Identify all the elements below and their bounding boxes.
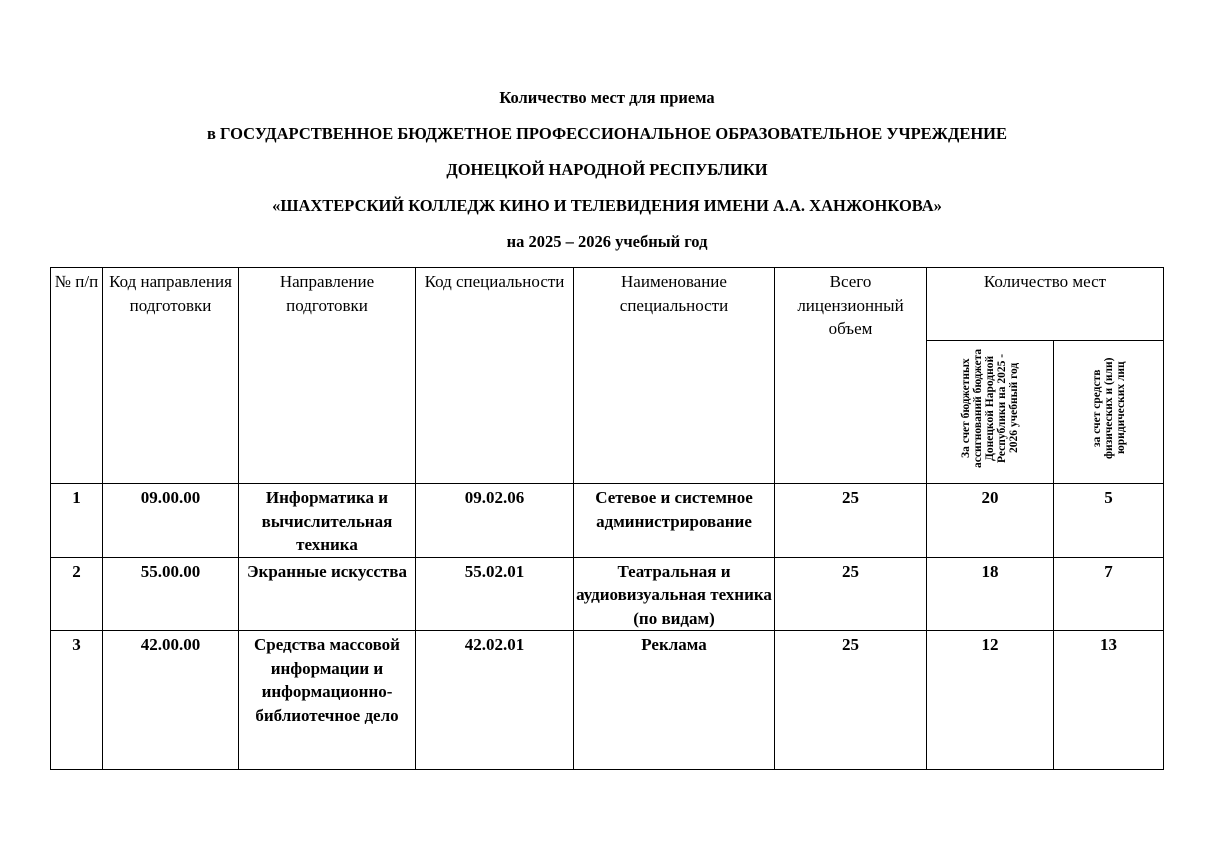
heading-line-1: Количество мест для приема [499, 88, 715, 107]
cell-direction-code: 55.00.00 [103, 557, 239, 631]
heading-line-2: в ГОСУДАРСТВЕННОЕ БЮДЖЕТНОЕ ПРОФЕССИОНАЛЬНОЕ ОБРАЗОВАТЕЛЬНОЕ УЧРЕЖДЕНИЕ [206, 124, 1008, 143]
cell-specialty-name: Сетевое и системное администрирование [574, 484, 775, 558]
cell-direction: Средства массовой информации и информационно-библиотечное дело [239, 631, 416, 770]
cell-budget: 12 [927, 631, 1054, 770]
cell-paid: 7 [1054, 557, 1164, 631]
cell-budget: 18 [927, 557, 1054, 631]
cell-specialty-code: 09.02.06 [416, 484, 574, 558]
header-direction-code: Код направления подготовки [103, 268, 239, 484]
heading-line-3: ДОНЕЦКОЙ НАРОДНОЙ РЕСПУБЛИКИ [446, 160, 768, 179]
header-places: Количество мест [927, 268, 1164, 341]
cell-direction: Экранные искусства [239, 557, 416, 631]
cell-direction-code: 42.00.00 [103, 631, 239, 770]
heading-line-5: на 2025 – 2026 учебный год [506, 232, 708, 251]
header-licensed-volume: Всего лицензионный объем [775, 268, 927, 484]
document-heading [0, 86, 1214, 266]
cell-direction: Информатика и вычислительная техника [239, 484, 416, 558]
header-paid-cell [1054, 341, 1164, 484]
cell-licensed: 25 [775, 631, 927, 770]
cell-num: 1 [51, 484, 103, 558]
cell-paid: 5 [1054, 484, 1164, 558]
cell-num: 2 [51, 557, 103, 631]
cell-direction-code: 09.00.00 [103, 484, 239, 558]
cell-budget: 20 [927, 484, 1054, 558]
heading-line-4: «ШАХТЕРСКИЙ КОЛЛЕДЖ КИНО И ТЕЛЕВИДЕНИЯ ИМЕНИ А.А. ХАНЖОНКОВА» [272, 196, 942, 215]
header-budget-cell [927, 341, 1054, 484]
cell-licensed: 25 [775, 484, 927, 558]
table-row [51, 557, 1164, 631]
header-paid: за счет средств физических и (или) юридических лиц [1090, 357, 1127, 459]
header-specialty-name: Наименование специальности [574, 268, 775, 484]
table-row [51, 484, 1164, 558]
cell-specialty-name: Театральная и аудиовизуальная техника (по видам) [574, 557, 775, 631]
table-row [51, 631, 1164, 770]
cell-specialty-code: 55.02.01 [416, 557, 574, 631]
header-direction: Направление подготовки [239, 268, 416, 484]
header-num: № п/п [51, 268, 103, 484]
header-budget: За счет бюджетных ассигнований бюджета Донецкой Народной Республики на 2025 - 2026 учебный год [960, 348, 1020, 468]
admission-quota-table [50, 267, 1164, 770]
header-specialty-code: Код специальности [416, 268, 574, 484]
cell-num: 3 [51, 631, 103, 770]
cell-licensed: 25 [775, 557, 927, 631]
cell-specialty-code: 42.02.01 [416, 631, 574, 770]
cell-specialty-name: Реклама [574, 631, 775, 770]
cell-paid: 13 [1054, 631, 1164, 770]
